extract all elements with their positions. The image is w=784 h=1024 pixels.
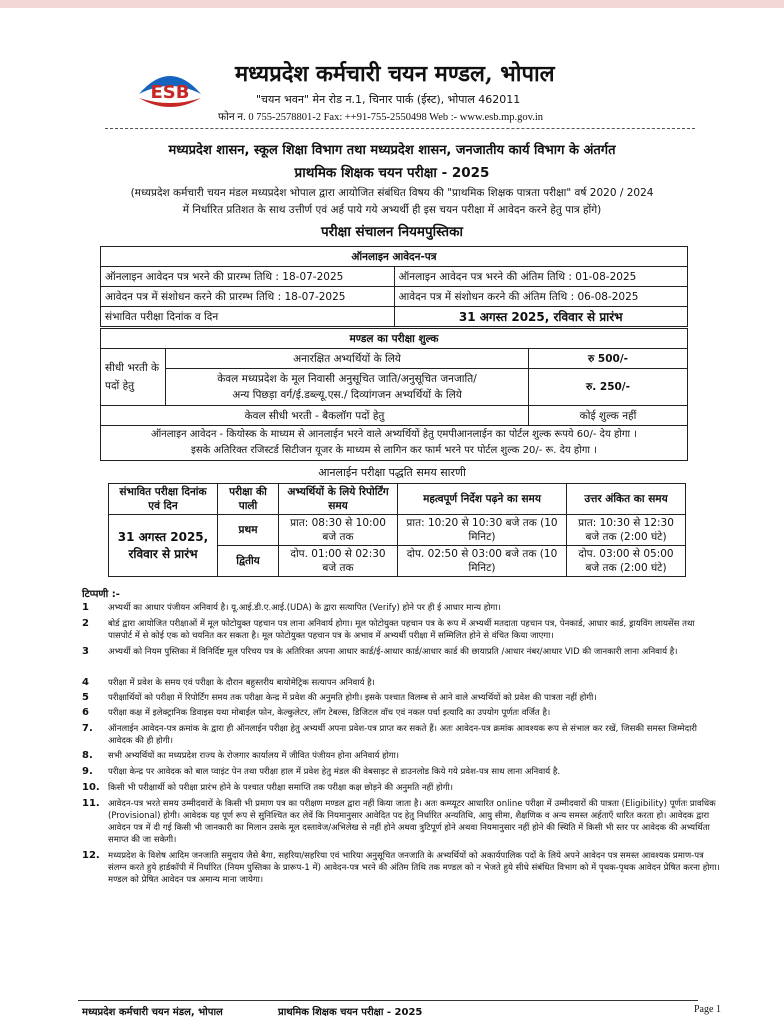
note-text: अभ्यर्थी को नियम पुस्तिका में विनिर्दिष्ट मूल परिचय पत्र के अतिरिक्त अपना आधार कार्ड/ई-आधार कार्ड/आधार कार्ड की छायाप्रति /आधार नंबर/आधार VID की जानकारी लाना अनिवार्य है। — [108, 647, 678, 657]
exam-date-value: 31 अगस्त 2025, रविवार से प्रारंभ — [394, 307, 688, 327]
footer-org: मध्यप्रदेश कर्मचारी चयन मंडल, भोपाल — [82, 1007, 223, 1018]
note-number: 5 — [82, 692, 89, 703]
table-heading: मण्डल का परीक्षा शुल्क — [101, 329, 688, 349]
table-row — [109, 515, 686, 546]
note-text: बोर्ड द्वारा आयोजित परीक्षाओं में मूल फोटोयुक्त पहचान पत्र लाना अनिवार्य होगा। मूल फोटोयुक्त पहचान पत्र के रूप में अभ्यर्थी मतदाता पहचान पत्र, पेनकार्ड, आधार कार्ड, ड्रायविंग लायसेंस तथा पासपोर्ट में से कोई एक को चयनित कर सकता है। मूल फोटोयुक्त पहचान पत्र के अभाव में अभ्यर्थी परीक्षा में सम्मिलित होने से वंचित किया जाएगा। — [108, 619, 695, 641]
shift-2: द्वितीय — [218, 546, 279, 577]
note-number: 9. — [82, 766, 93, 777]
edit-start-date: आवेदन पत्र में संशोधन करने की प्रारम्भ तिथि : 18-07-2025 — [101, 287, 395, 307]
col-instr: महत्वपूर्ण निर्देश पढ़ने का समय — [398, 484, 567, 515]
schedule-heading: आनलाईन परीक्षा पद्धति समय सारणी — [318, 466, 466, 479]
table-row — [101, 247, 688, 267]
unreserved-fee: रु 500/- — [529, 349, 688, 369]
col-report: अभ्यर्थियों के लिये रिपोर्टिंग समय — [279, 484, 398, 515]
note-number: 10. — [82, 782, 100, 793]
note-number: 8. — [82, 750, 93, 761]
note-text: परीक्षा में प्रवेश के समय एवं परीक्षा के दौरान बहुस्तरीय बायोमेट्रिक सत्यापन अनिवार्य है। — [108, 678, 375, 688]
title-line-4: में निर्धारित प्रतिशत के साथ उत्तीर्ण एवं अर्ह पाये गये अभ्यर्थी ही इस चयन परीक्षा में आवेदन करने हेतु पात्र होंगे) — [182, 204, 602, 216]
unreserved-label: अनारक्षित अभ्यर्थियों के लिये — [166, 349, 529, 369]
note-text: परीक्षा कक्ष में इलेक्ट्रानिक डिवाइस यथा मोबाईल फोन, केल्कुलेटर, लॉग टेबल्स, डिजिटल वॉच एवं नकल पर्चा इत्यादि का उपयोग पूर्णतः वर्जित है। — [108, 708, 551, 718]
table-row — [101, 406, 688, 426]
title-line-1: मध्यप्रदेश शासन, स्कूल शिक्षा विभाग तथा मध्यप्रदेश शासन, जनजातीय कार्य विभाग के अंतर्गत — [168, 143, 616, 158]
note-text: किसी भी परीक्षार्थी को परीक्षा प्रारंभ होने के पश्चात परीक्षा समाप्ति तक परीक्षा कक्ष छोड़ने की अनुमति नहीं होगी। — [108, 783, 453, 793]
svg-text:ESB: ESB — [150, 82, 190, 103]
note-number: 2 — [82, 618, 89, 629]
schedule-table — [108, 483, 686, 577]
note-text: आवेदन-पत्र भरते समय उम्मीदवारों के किसी भी प्रमाण पत्र का परीक्षण मण्डल द्वारा नहीं किया जाता है। अतः कम्प्यूटर आधारित online परीक्षा में उम्मीदवारों की पात्रता (Eligibility) पूर्णतः प्रावधिक (Provisional) होगी। आवेदक यह पूर्ण रूप से सुनिश्चित कर लेवें कि नियमानुसार आवेदित पद हेतु निर्धारित अन्यतिथि, आयु सीमा, शैक्षणिक व अन्य समस्त अर्हताएँ धारित करता हो। आवेदक द्वारा आवेदन पत्र में दी गई किसी भी जानकारी का मिलान उसके मूल दस्तावेज/अभिलेख से नहीं होने अथवा त्रुटिपूर्ण होने अथवा नियमानुसार नहीं होने की स्थिति में किसी भी स्तर पर आवेदक की अभ्यर्थिता समाप्त की जा सकेगी। — [108, 799, 716, 845]
portal-fee-note-1: ऑनलाइन आवेदन - कियोस्क के माध्यम से आनलाईन भरने वाले अभ्यर्थियों हेतु एमपीआनलाईन का पोर्टल शुल्क रूपये 60/- देय होगा । — [150, 429, 638, 440]
answer-1: प्रात: 10:30 से 12:30 बजे तक (2:00 घंटे) — [567, 515, 686, 546]
exam-date-label: संभावित परीक्षा दिनांक व दिन — [101, 307, 395, 327]
reserved-fee: रु. 250/- — [529, 369, 688, 406]
header-divider — [105, 128, 695, 129]
instr-2: दोप. 02:50 से 03:00 बजे तक (10 मिनिट) — [398, 546, 567, 577]
note-number: 1 — [82, 602, 89, 613]
note-number: 3 — [82, 646, 89, 657]
answer-2: दोप. 03:00 से 05:00 बजे तक (2:00 घंटे) — [567, 546, 686, 577]
org-title: मध्यप्रदेश कर्मचारी चयन मण्डल, भोपाल — [235, 61, 555, 87]
table-row — [101, 307, 688, 327]
fee-table — [100, 328, 688, 461]
schedule-date: 31 अगस्त 2025, रविवार से प्रारंभ — [109, 515, 218, 577]
instr-1: प्रात: 10:20 से 10:30 बजे तक (10 मिनिट) — [398, 515, 567, 546]
backlog-label: केवल सीधी भरती - बैकलॉग पदों हेतु — [101, 406, 529, 426]
note-number: 12. — [82, 850, 100, 861]
col-date: संभावित परीक्षा दिनांक एवं दिन — [109, 484, 218, 515]
table-row — [101, 329, 688, 349]
footer-exam: प्राथमिक शिक्षक चयन परीक्षा - 2025 — [278, 1007, 423, 1018]
shift-1: प्रथम — [218, 515, 279, 546]
note-number: 7. — [82, 723, 93, 734]
note-text: अभ्यर्थी का आधार पंजीयन अनिवार्य है। यू.आई.डी.ए.आई.(UDA) के द्वारा सत्यापित (Verify) होने पर ही ई आधार मान्य होगा। — [108, 603, 501, 613]
edit-end-date: आवेदन पत्र में संशोधन करने की अंतिम तिथि : 06-08-2025 — [394, 287, 688, 307]
col-shift: परीक्षा की पाली — [218, 484, 279, 515]
title-line-2: प्राथमिक शिक्षक चयन परीक्षा - 2025 — [294, 165, 490, 181]
backlog-fee: कोई शुल्क नहीं — [529, 406, 688, 426]
note-text: सभी अभ्यर्थियों का मध्यप्रदेश राज्य के रोजगार कार्यालय में जीवित पंजीयन होना अनिवार्य होगा। — [108, 751, 400, 761]
table-row — [101, 369, 688, 406]
note-text: ऑनलाईन आवेदन-पत्र क्रमांक के द्वारा ही ऑनलाईन परीक्षा हेतु अभ्यर्थी अपना प्रवेश-पत्र प्राप्त कर सकते हैं। अतः आवेदन-पत्र क्रमांक आवश्यक रूप से संभाल कर रखें, जिसकी समस्त जिम्मेदारी आवेदक की ही होगी। — [108, 724, 697, 746]
org-contact: फोन न. 0 755-2578801-2 Fax: ++91-755-2550498 Web :- www.esb.mp.gov.in — [218, 112, 544, 123]
col-answer: उत्तर अंकित का समय — [567, 484, 686, 515]
direct-recruitment-label: सीधी भरती के पदों हेतु — [101, 349, 166, 406]
note-text: परीक्षार्थियों को परीक्षा में रिपोर्टिंग समय तक परीक्षा केन्द्र में प्रवेश की अनुमति होगी। इसके पश्चात विलम्ब से आने वाले अभ्यर्थियों को प्रवेश की पात्रता नहीं होगी। — [108, 693, 597, 703]
reserved-label-line-2: अन्य पिछड़ा वर्ग/ई.डब्ल्यू.एस./ दिव्यांगजन अभ्यर्थियों के लिये — [232, 389, 462, 401]
portal-fee-note-2: इसके अतिरिक्त रजिस्टर्ड सिटीजन यूजर के माध्यम से लागिन कर फार्म भरने पर पोर्टल शुल्क 20/- रू. देय होगा । — [191, 445, 597, 456]
table-row — [101, 349, 688, 369]
title-line-3: (मध्यप्रदेश कर्मचारी चयन मंडल मध्यप्रदेश भोपाल द्वारा आयोजित संबंधित विषय की "प्राथमिक शिक्षक पात्रता परीक्षा" वर्ष 2020 / 2024 — [130, 187, 654, 199]
reserved-label-line-1: केवल मध्यप्रदेश के मूल निवासी अनुसूचित जाति/अनुसूचित जनजाति/ — [217, 373, 477, 385]
end-date: ऑनलाइन आवेदन पत्र भरने की अंतिम तिथि : 01-08-2025 — [394, 267, 688, 287]
org-address: "चयन भवन" मेन रोड न.1, चिनार पार्क (ईस्ट), भोपाल 462011 — [256, 93, 521, 106]
table-row — [109, 484, 686, 515]
top-bar — [0, 0, 784, 8]
note-number: 11. — [82, 798, 100, 809]
footer-divider — [78, 1000, 698, 1001]
start-date: ऑनलाइन आवेदन पत्र भरने की प्रारम्भ तिथि : 18-07-2025 — [101, 267, 395, 287]
portal-fee-note — [101, 426, 688, 461]
notes-title: टिप्पणी :- — [82, 589, 120, 600]
note-text: मध्यप्रदेश के विशेष आदिम जनजाति समुदाय जैसे बैगा, सहरिया/सहरिया एवं भारिया अनुसूचित जनजाति के अभ्यर्थियों को अकार्यपालिक पदों के लिये अपने आवेदन पत्र समस्त आवश्यक प्रमाण-पत्र संलग्न करते हुये हार्डकॉपी में निर्धारित (नियम पुस्तिका के प्रारूप-1 में) आवेदन-पत्र भरने की अंतिम तिथि तक मण्डल को न भेजते हुये सीधे संबंधित विभाग को में पृथक-पृथक आवेदन प्रेषित करना होगा। मण्डल को प्रेषित आवेदन पत्र अमान्य माना जायेगा। — [108, 851, 720, 885]
table-row — [101, 267, 688, 287]
table-row — [101, 287, 688, 307]
report-2: दोप. 01:00 से 02:30 बजे तक — [279, 546, 398, 577]
reserved-label — [166, 369, 529, 406]
title-line-5: परीक्षा संचालन नियमपुस्तिका — [321, 224, 463, 240]
esb-logo — [135, 64, 205, 116]
report-1: प्रात: 08:30 से 10:00 बजे तक — [279, 515, 398, 546]
note-number: 4 — [82, 677, 89, 688]
online-application-table — [100, 246, 688, 327]
page-number: Page 1 — [694, 1004, 721, 1015]
note-text: परीक्षा केन्द्र पर आवेदक को बाल प्वाइंट पेन तथा परीक्षा हाल में प्रवेश हेतु मंडल की वेबसाइट से डाउनलोड किये गये प्रवेश-पत्र साथ लाना अनिवार्य है. — [108, 767, 561, 777]
table-row — [101, 426, 688, 461]
note-number: 6 — [82, 707, 89, 718]
table-heading: ऑनलाइन आवेदन-पत्र — [101, 247, 688, 267]
